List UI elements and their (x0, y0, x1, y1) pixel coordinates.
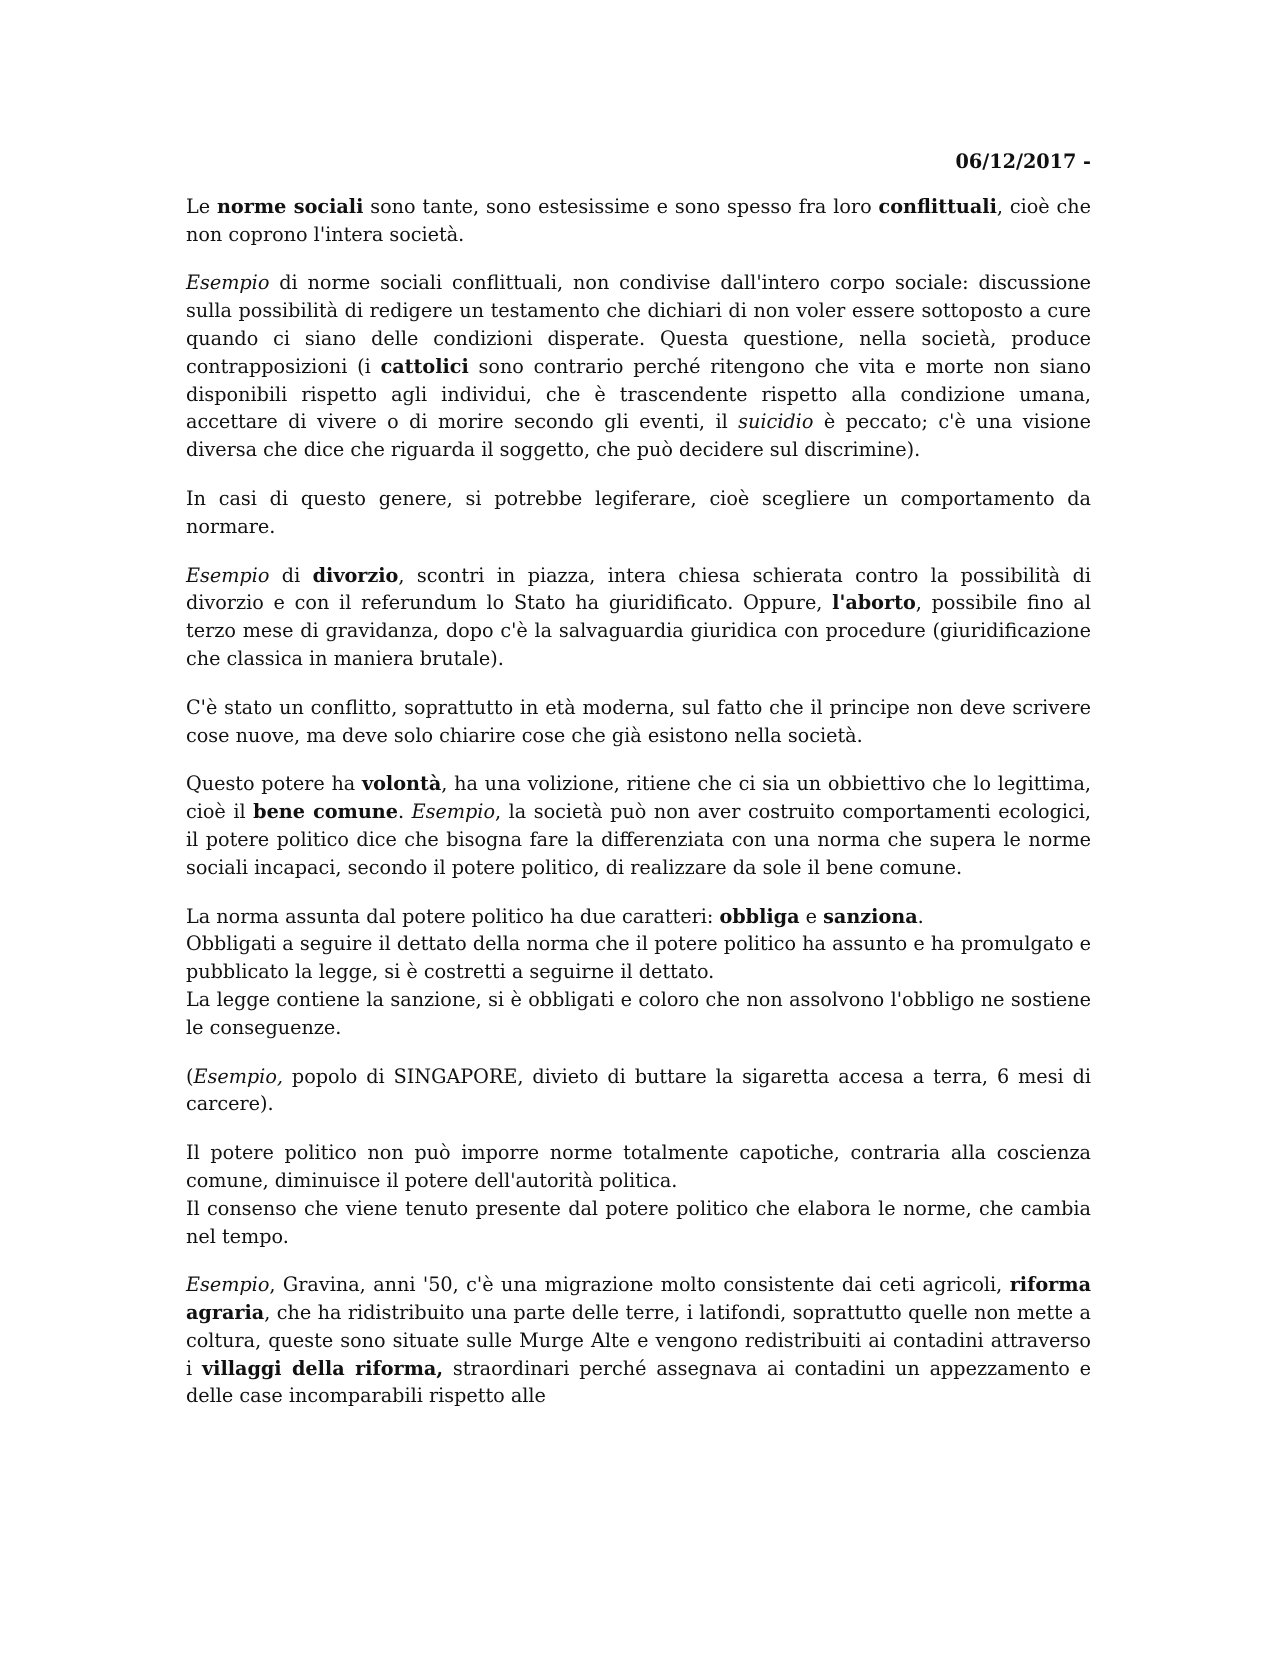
text-run: La norma assunta dal potere politico ha due caratteri: (186, 904, 720, 928)
paragraph-caratteri-norma (186, 903, 1091, 931)
text-run: , Gravina, anni '50, c'è una migrazione molto consistente dai ceti agricoli, (269, 1273, 1010, 1297)
paragraph-consenso: Il consenso che viene tenuto presente dal potere politico che elabora le norme, che cambia nel tempo. (186, 1196, 1091, 1248)
bold-term: l'aborto (832, 591, 916, 615)
italic-term: Esempio (186, 563, 270, 587)
italic-term: Esempio (186, 1273, 270, 1297)
bold-term: bene comune (253, 800, 398, 824)
bold-term: villaggi della riforma, (202, 1356, 444, 1380)
text-run: , possibile fino al terzo mese di gravidanza, dopo c'è la salvaguardia giuridica con procedure (giuridificazione che classica in maniera brutale). (186, 591, 1091, 670)
document-date: 06/12/2017 - (955, 150, 1091, 173)
document-page (186, 148, 1091, 1431)
text-run: , ha una volizione, ritiene che ci sia un obbiettivo che lo legittima, cioè il (186, 772, 1091, 824)
bold-term: divorzio (312, 563, 399, 587)
text-run: , che ha ridistribuito una parte delle terre, i latifondi, soprattutto quelle non mette a coltura, queste sono situate sulle Murge Alte e vengono redistribuiti ai contadini attraverso i (186, 1301, 1091, 1380)
paragraph-norme-sociali (186, 193, 1091, 249)
text-run: , scontri in piazza, intera chiesa schierata contro la possibilità di divorzio e con il referundum lo Stato ha giuridificato. Oppure, (186, 563, 1091, 615)
bold-term: cattolici (380, 354, 469, 378)
bold-term: norme sociali (216, 194, 364, 218)
text-run: di norme sociali conflittuali, non condivise dall'intero corpo sociale: discussione sulla possibilità di redigere un testamento che dichiari di non voler essere sottoposto a cure quando ci siano delle condizioni disperate. Questa questione, nella società, produce contrapposizioni (i (186, 271, 1091, 378)
paragraph-conflitto-eta-moderna: C'è stato un conflitto, soprattutto in età moderna, sul fatto che il principe non deve scrivere cose nuove, ma deve solo chiarire cose che già esistono nella società. (186, 695, 1091, 747)
text-run: . (917, 904, 924, 928)
bold-term: obbliga (719, 904, 800, 928)
bold-term: riforma agraria (186, 1273, 1091, 1325)
text-run: sono contrario perché ritengono che vita e morte non siano disponibili rispetto agli individui, che è trascendente rispetto alla condizione umana, accettare di vivere o di morire secondo gli eventi, il (186, 354, 1091, 434)
bold-term: conflittuali (878, 194, 997, 218)
paragraph-legiferare: In casi di questo genere, si potrebbe legiferare, cioè scegliere un comportamento da normare. (186, 486, 1091, 538)
text-run: . (397, 800, 412, 824)
paragraph-norme-capotiche: Il potere politico non può imporre norme totalmente capotiche, contraria alla coscienza comune, diminuisce il potere dell'autorità politica. (186, 1141, 1091, 1192)
paragraph-sanzione: La legge contiene la sanzione, si è obbligati e coloro che non assolvono l'obbligo ne sostiene le conseguenze. (186, 987, 1091, 1039)
text-run: è peccato; c'è una visione diversa che dice che riguarda il soggetto, che può decidere sul discrimine). (186, 410, 1092, 462)
text-run: e (799, 904, 824, 928)
paragraph-esempio-gravina (186, 1271, 1091, 1410)
text-run: sono tante, sono estesissime e sono spesso fra loro (363, 194, 879, 218)
paragraph-volonta (186, 770, 1091, 881)
text-run: di (269, 563, 313, 587)
paragraph-esempio-divorzio (186, 562, 1091, 673)
text-run: popolo di SINGAPORE, divieto di buttare la sigaretta accesa a terra, 6 mesi di carcere). (186, 1064, 1091, 1116)
text-run: , cioè che non coprono l'intera società. (186, 194, 1091, 246)
text-run: straordinari perché assegnava ai contadini un appezzamento e delle case incomparabili rispetto alle (186, 1356, 1091, 1408)
italic-term: Esempio, (193, 1064, 283, 1088)
bold-term: volontà (361, 772, 442, 796)
paragraph-esempio-testamento (186, 269, 1091, 464)
italic-term: suicidio (738, 410, 814, 434)
text-run: ( (186, 1064, 194, 1088)
text-run: , la società può non aver costruito comportamenti ecologici, il potere politico dice che bisogna fare la differenziata con una norma che supera le norme sociali incapaci, secondo il potere politico, di realizzare da sole il bene comune. (186, 800, 1092, 879)
paragraph-obbligati: Obbligati a seguire il dettato della norma che il potere politico ha assunto e ha promulgato e pubblicato la legge, si è costretti a seguirne il dettato. (186, 932, 1091, 984)
text-run: Questo potere ha (186, 772, 362, 796)
text-run: Le (186, 194, 217, 218)
italic-term: Esempio (411, 800, 495, 824)
bold-term: sanziona (823, 904, 918, 928)
italic-term: Esempio (186, 271, 270, 295)
paragraph-esempio-singapore (186, 1063, 1091, 1119)
